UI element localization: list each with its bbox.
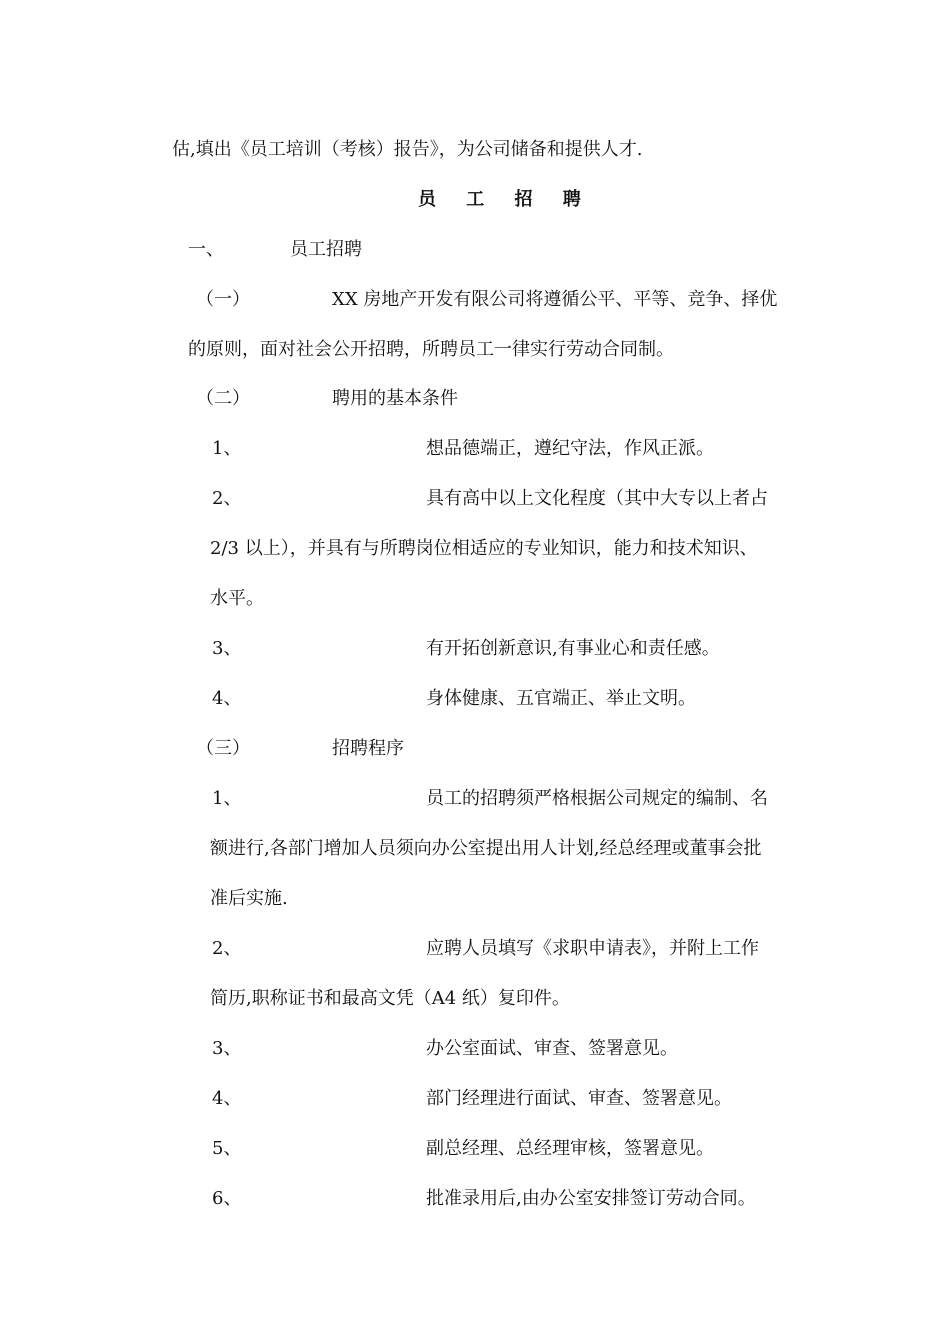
point-number: 2、 [212, 938, 242, 959]
point-text-continuation: 2/3 以上），并具有与所聘岗位相适应的专业知识，能力和技术知识、 [210, 538, 758, 559]
point-number: 1、 [212, 438, 242, 459]
point-number: 4、 [212, 688, 242, 709]
point-text-continuation: 水平。 [210, 588, 264, 609]
point-text: 员工的招聘须严格根据公司规定的编制、名 [426, 788, 768, 809]
point-number: 1、 [212, 788, 242, 809]
item-text: XX 房地产开发有限公司将遵循公平、平等、竞争、择优 [332, 289, 778, 310]
point-text: 具有高中以上文化程度（其中大专以上者占 [426, 488, 768, 509]
point-text: 想品德端正，遵纪守法，作风正派。 [426, 438, 714, 459]
point-text-continuation: 额进行,各部门增加人员须向办公室提出用人计划,经总经理或董事会批 [210, 838, 762, 859]
page-title: 员 工 招 聘 [418, 189, 593, 210]
point-text: 身体健康、五官端正、举止文明。 [426, 688, 696, 709]
item-heading: 聘用的基本条件 [332, 388, 458, 409]
point-number: 5、 [212, 1138, 242, 1159]
point-text: 办公室面试、审查、签署意见。 [426, 1038, 678, 1059]
section-number: 一、 [188, 239, 224, 260]
point-text: 部门经理进行面试、审查、签署意见。 [426, 1088, 732, 1109]
item-text-continuation: 的原则，面对社会公开招聘，所聘员工一律实行劳动合同制。 [188, 339, 674, 360]
section-heading: 员工招聘 [290, 239, 362, 260]
point-text: 批准录用后,由办公室安排签订劳动合同。 [426, 1188, 756, 1209]
point-number: 3、 [212, 1038, 242, 1059]
item-number: （三） [196, 738, 250, 759]
point-text: 有开拓创新意识,有事业心和责任感。 [426, 638, 720, 659]
item-number: （二） [196, 388, 250, 409]
lead-continuation-text: 估,填出《员工培训（考核）报告》，为公司储备和提供人才. [172, 139, 643, 160]
item-number: （一） [196, 289, 250, 310]
point-number: 6、 [212, 1188, 242, 1209]
point-text-continuation: 准后实施. [210, 888, 288, 909]
point-number: 2、 [212, 488, 242, 509]
item-heading: 招聘程序 [332, 738, 404, 759]
point-number: 3、 [212, 638, 242, 659]
point-text: 副总经理、总经理审核，签署意见。 [426, 1138, 714, 1159]
point-text: 应聘人员填写《求职申请表》，并附上工作 [426, 938, 759, 959]
point-text-continuation: 简历,职称证书和最高文凭（A4 纸）复印件。 [210, 988, 570, 1009]
point-number: 4、 [212, 1088, 242, 1109]
